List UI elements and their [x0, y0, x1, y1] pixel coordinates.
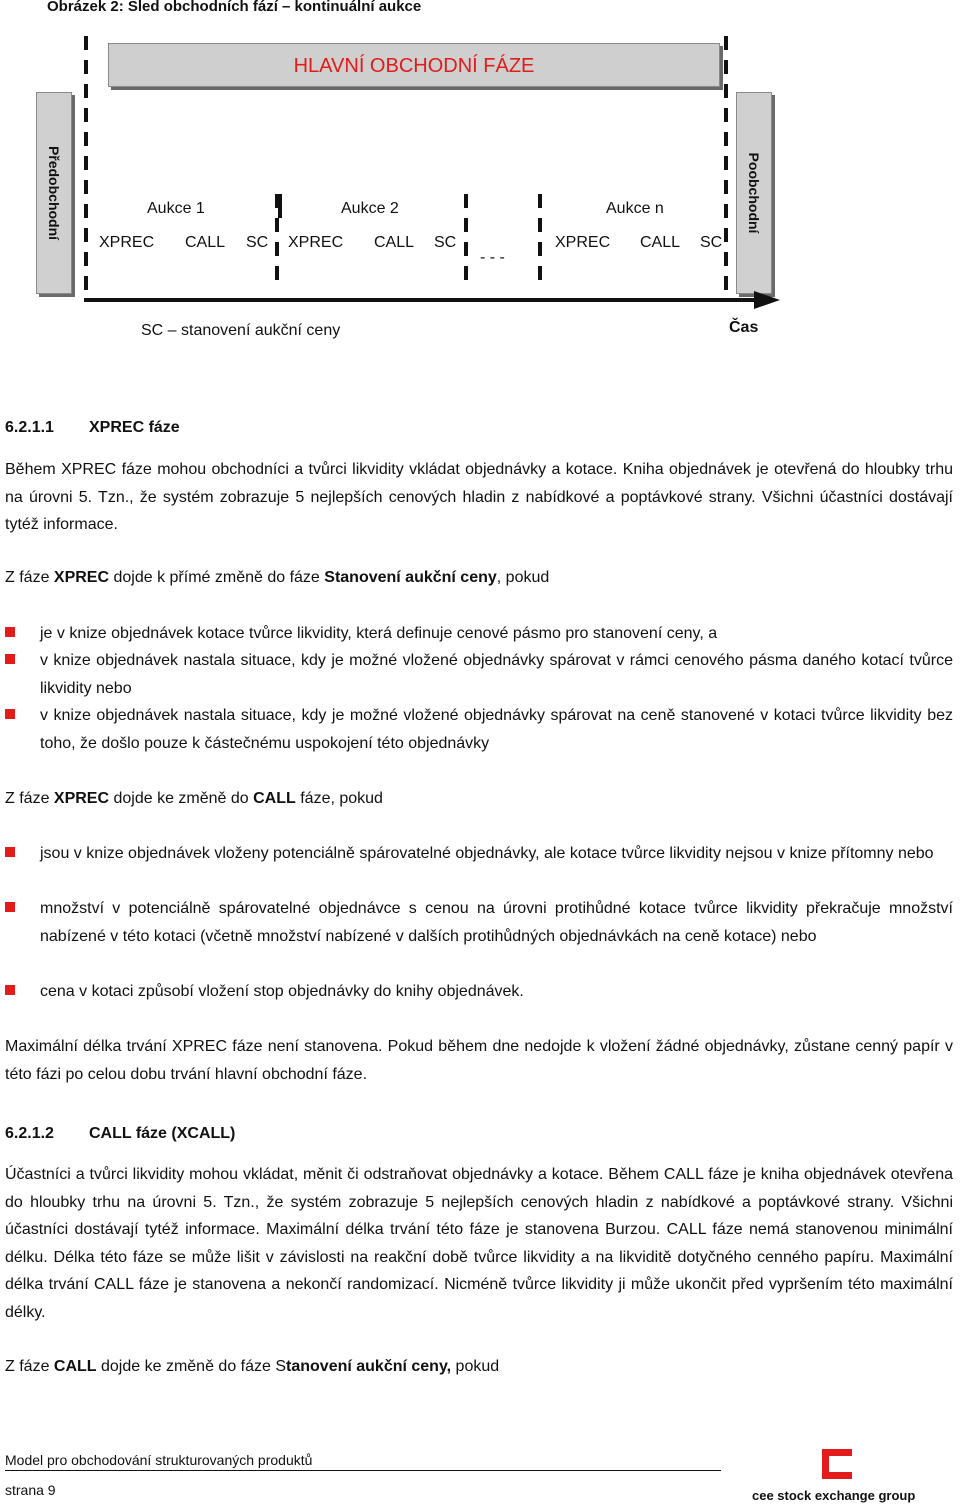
- time-label: Čas: [729, 319, 759, 336]
- section-heading-call: [5, 1125, 235, 1143]
- divider-auction2-start: [278, 194, 282, 218]
- intro-bold: CALL: [253, 790, 296, 807]
- list-item: [5, 702, 953, 757]
- intro-bold: tanovení aukční ceny,: [286, 1358, 452, 1375]
- phase-xprec-1: XPREC: [99, 234, 155, 251]
- intro-text: , pokud: [496, 569, 550, 586]
- list-item-text: cena v kotaci způsobí vložení stop objednávky do knihy objednávek.: [40, 983, 524, 1000]
- intro-text: dojde ke změně do: [109, 790, 254, 807]
- page-number: strana 9: [5, 1482, 56, 1498]
- divider-auction2-end: [464, 194, 468, 280]
- list-item-text: v knize objednávek nastala situace, kdy je možné vložené objednávky spárovat v rámci cenového pásma daného kotací tvůrce likvidity nebo: [40, 652, 953, 697]
- divider-start: [84, 36, 88, 298]
- call-paragraph: Účastníci a tvůrci likvidity mohou vkládat, měnit či odstraňovat objednávky a kotace. Během CALL fáze je kniha objednávek otevřena do hloubky trhu na úrovni 5. Tzn., že systém zobrazuje 5 nejlepších cenových hladin z nabídkové a poptávkové strany. Všichni účastníci dostávají tytéž informace. Maximální délka trvání této fáze je stanovena Burzou. CALL fáze nemá stanovenou minimální délku. Délka této fáze se může lišit v závislosti na reakční době tvůrce likvidity a na likviditě dotyčného cenného papíru. Maximální délka trvání CALL fáze je stanovena a nekončí randomizací. Nicméně tvůrce likvidity ji může ukončit před vypršením této maximální délky.: [5, 1166, 953, 1321]
- list-item: [5, 978, 953, 1006]
- list-item-text: jsou v knize objednávek vloženy potenciálně spárovatelné objednávky, ale kotace tvůrce likvidity nejsou v knize přítomny nebo: [40, 845, 934, 862]
- intro-text: pokud: [451, 1358, 500, 1375]
- auction-n-label: Aukce n: [606, 200, 664, 217]
- main-trading-phase-box: [108, 43, 720, 87]
- phase-call-2: CALL: [374, 234, 415, 251]
- pre-trading-box: [36, 92, 72, 294]
- section-number: 6.2.1.2: [5, 1125, 54, 1142]
- auction-2-label: Aukce 2: [341, 200, 399, 217]
- list-item: [5, 620, 953, 648]
- post-trading-box: [736, 92, 772, 294]
- xprec-paragraph: Během XPREC fáze mohou obchodníci a tvůrci likvidity vkládat objednávky a kotace. Kniha objednávek je otevřená do hloubky trhu na úrovni 5. Tzn., že systém zobrazuje 5 nejlepších cenových hladin z nabídkové a poptávkové strany. Všichni účastníci dostávají tytéž informace.: [5, 461, 953, 533]
- list-item: [5, 840, 953, 868]
- phase-call-1: CALL: [185, 234, 226, 251]
- list-item-text: je v knize objednávek kotace tvůrce likvidity, která definuje cenové pásmo pro stanovení ceny, a: [40, 625, 718, 642]
- post-trading-label: Poobchodní: [746, 152, 762, 234]
- intro-text: Z fáze: [5, 790, 54, 807]
- phase-xprec-2: XPREC: [288, 234, 344, 251]
- main-trading-phase-label: HLAVNÍ OBCHODNÍ FÁZE: [293, 55, 535, 77]
- intro-bold: Stanovení aukční ceny: [324, 569, 497, 586]
- xprec-intro-1: [5, 564, 953, 592]
- xprec-closing-paragraph: Maximální délka trvání XPREC fáze není stanovena. Pokud během dne nedojde k vložení žádné objednávky, zůstane cenný papír v této fázi po celou dobu trvání hlavní obchodní fáze.: [5, 1038, 953, 1083]
- list-item: [5, 647, 953, 702]
- phase-sc-1: SC: [246, 234, 269, 251]
- intro-text: dojde k přímé změně do fáze: [109, 569, 325, 586]
- list-item: [5, 895, 953, 950]
- logo-icon: [822, 1449, 852, 1479]
- bullet-square-icon: [5, 627, 15, 637]
- company-logo-text: cee stock exchange group: [752, 1488, 916, 1503]
- intro-bold: XPREC: [53, 569, 110, 586]
- intro-text: fáze, pokud: [295, 790, 383, 807]
- arrow-right-icon: [754, 291, 780, 309]
- section-title: CALL fáze (XCALL): [89, 1125, 236, 1142]
- auction-1-label: Aukce 1: [147, 200, 205, 217]
- phase-ellipsis: - - -: [480, 249, 505, 266]
- bullet-square-icon: [5, 654, 15, 664]
- list-item-text: v knize objednávek nastala situace, kdy je možné vložené objednávky spárovat na ceně stanovené v kotaci tvůrce likvidity bez toho, že došlo pouze k částečnému uspokojení této objednávky: [40, 707, 953, 752]
- divider-auctionn-start: [538, 194, 542, 280]
- phase-sc-n: SC: [700, 234, 723, 251]
- footer-title: Model pro obchodování strukturovaných produktů: [5, 1452, 313, 1468]
- section-title: XPREC fáze: [89, 419, 180, 436]
- intro-text: Z fáze: [5, 1358, 54, 1375]
- figure-legend: SC – stanovení aukční ceny: [141, 322, 341, 339]
- pre-trading-label: Předobchodní: [46, 145, 62, 241]
- time-axis: [84, 298, 756, 302]
- phase-call-n: CALL: [640, 234, 681, 251]
- bullet-square-icon: [5, 902, 15, 912]
- phase-sc-2: SC: [434, 234, 457, 251]
- bullet-square-icon: [5, 847, 15, 857]
- intro-bold: XPREC: [53, 790, 110, 807]
- section-heading-xprec: [5, 419, 180, 437]
- section-number: 6.2.1.1: [5, 419, 54, 436]
- phase-xprec-n: XPREC: [555, 234, 611, 251]
- xprec-intro-2: [5, 785, 953, 813]
- bullet-square-icon: [5, 709, 15, 719]
- divider-end: [724, 36, 728, 298]
- footer-divider: [5, 1470, 721, 1471]
- bullet-square-icon: [5, 985, 15, 995]
- list-item-text: množství v potenciálně spárovatelné objednávce s cenou na úrovni protihůdné kotace tvůrce likvidity překračuje množství nabízené v této kotaci (včetně množství nabízené v dalších protihůdných objednávkách na ceně kotace) nebo: [40, 900, 953, 945]
- intro-bold: CALL: [53, 1358, 97, 1375]
- figure-caption: Obrázek 2: Sled obchodních fází – kontinuální aukce: [47, 0, 422, 15]
- intro-text: Z fáze: [5, 569, 54, 586]
- intro-text: dojde ke změně do fáze S: [96, 1358, 287, 1375]
- call-intro: [5, 1353, 953, 1381]
